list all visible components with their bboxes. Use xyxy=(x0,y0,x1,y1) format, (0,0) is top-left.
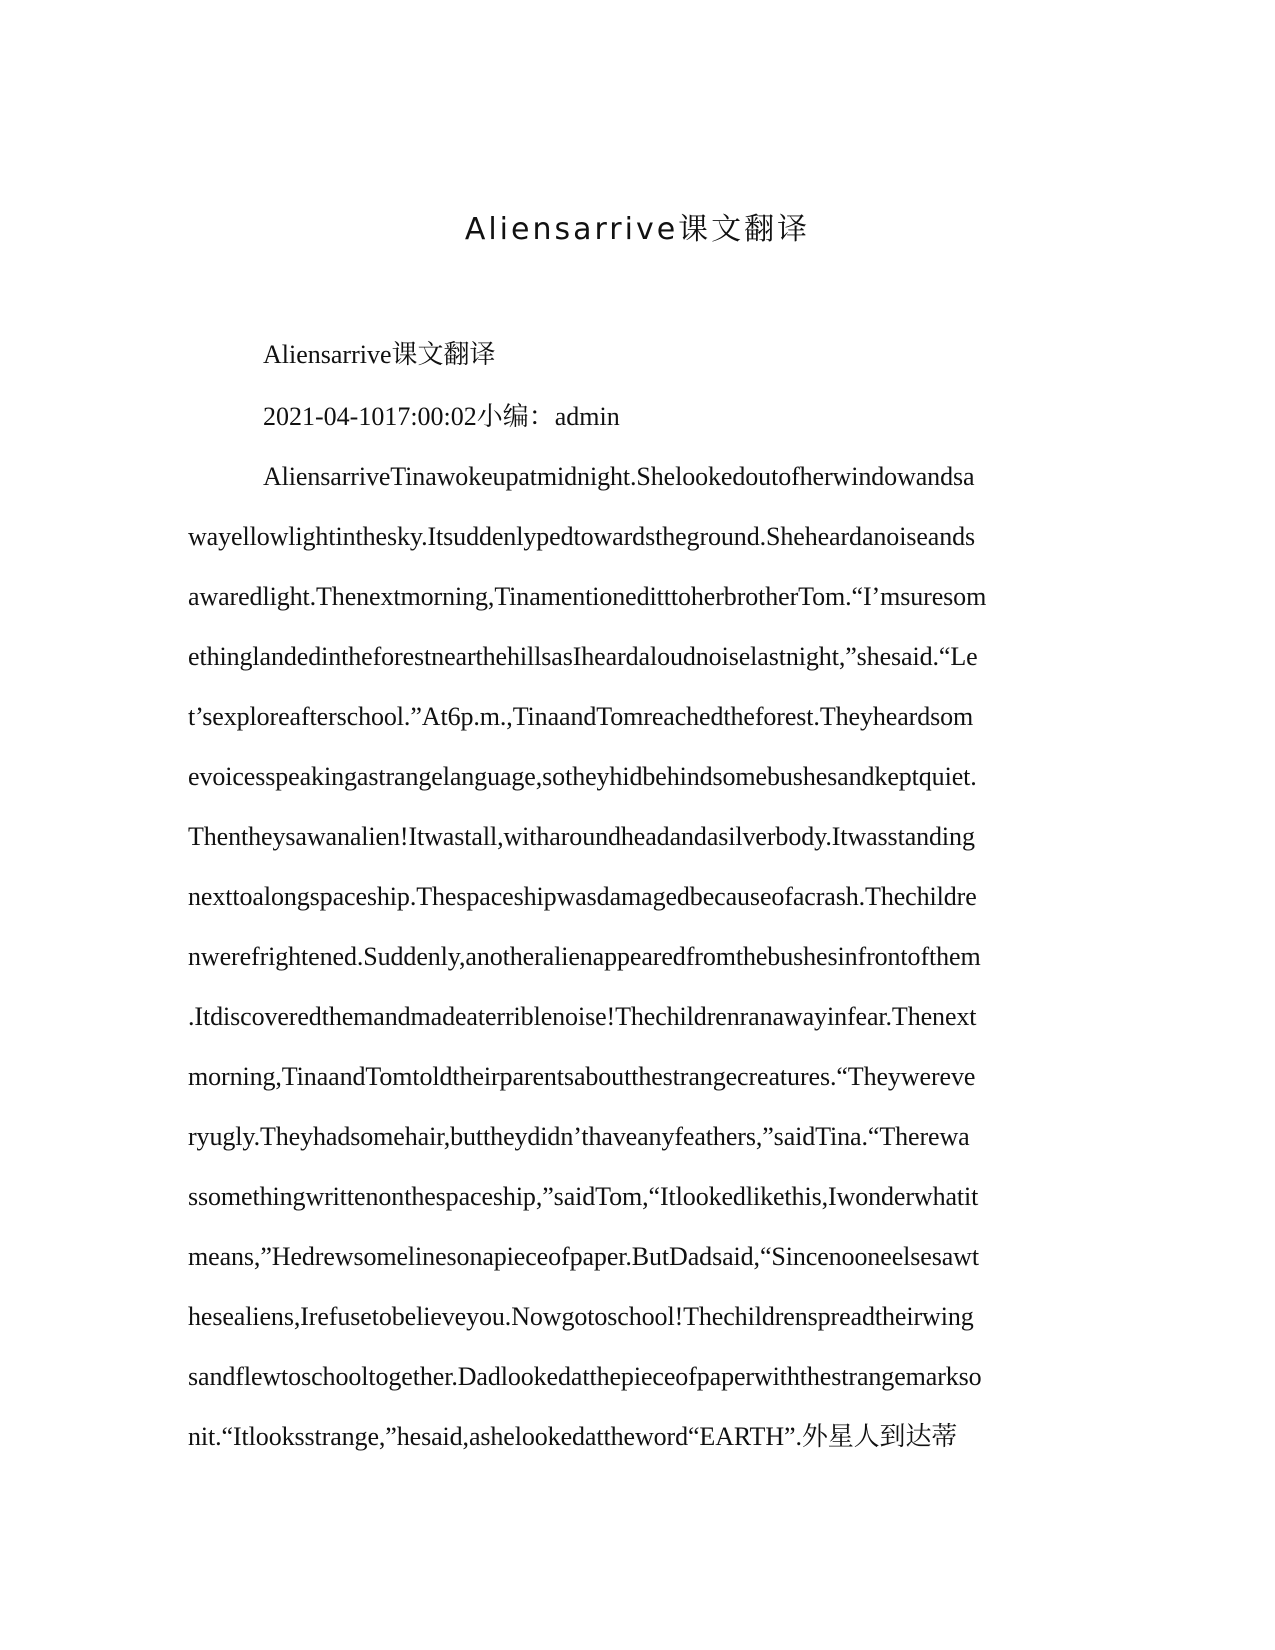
body-text-line: evoicesspeakingastrangelanguage,sotheyhidbehindsomebushesandkeptquiet. xyxy=(188,762,977,791)
body-text-line: ethinglandedintheforestnearthehillsasIheardaloudnoiselastnight,”shesaid.“Le xyxy=(188,642,978,671)
document-title: Aliensarrive课文翻译 xyxy=(464,212,811,247)
body-text-line: morning,TinaandTomtoldtheirparentsaboutthestrangecreatures.“Theywereve xyxy=(188,1062,976,1091)
body-text-line: nwerefrightened.Suddenly,anotheralienappearedfromthebushesinfrontofthem xyxy=(188,942,981,971)
body-text-line: .Itdiscoveredthemandmadeaterriblenoise!Thechildrenranawayinfear.Thenext xyxy=(188,1002,977,1031)
body-text-line: nit.“Itlooksstrange,”hesaid,ashelookedattheword“EARTH”.外星人到达蒂 xyxy=(188,1422,958,1451)
body-text-line: wayellowlightinthesky.Itsuddenlypedtowardstheground.Sheheardanoiseands xyxy=(188,522,976,551)
body-text-line: ryugly.Theyhadsomehair,buttheydidn’thaveanyfeathers,”saidTina.“Therewa xyxy=(188,1122,970,1151)
body-text-line: t’sexploreafterschool.”At6p.m.,TinaandTomreachedtheforest.Theyheardsom xyxy=(188,702,974,731)
body-text-line: hesealiens,Irefusetobelieveyou.Nowgotoschool!Thechildrenspreadtheirwing xyxy=(188,1302,974,1331)
body-text-line: awaredlight.Thenextmorning,TinamentioneditttoherbrotherTom.“I’msuresom xyxy=(188,582,987,611)
body-text-line: AliensarriveTinawokeupatmidnight.Shelookedoutofherwindowandsa xyxy=(263,462,975,491)
body-text-line: Thentheysawanalien!Itwastall,witharoundheadandasilverbody.Itwasstanding xyxy=(188,822,975,851)
article-title-line: Aliensarrive课文翻译 xyxy=(263,340,496,369)
body-text-line: sandflewtoschooltogether.Dadlookedatthepieceofpaperwiththestrangemarkso xyxy=(188,1362,982,1391)
body-text-line: means,”Hedrewsomelinesonapieceofpaper.ButDadsaid,“Sincenooneelsesawt xyxy=(188,1242,979,1271)
body-text-line: nexttoalongspaceship.Thespaceshipwasdamagedbecauseofacrash.Thechildre xyxy=(188,882,977,911)
date-author-line: 2021-04-1017:00:02小编：admin xyxy=(263,402,620,431)
body-text-line: ssomethingwrittenonthespaceship,”saidTom,“Itlookedlikethis,Iwonderwhatit xyxy=(188,1182,979,1211)
